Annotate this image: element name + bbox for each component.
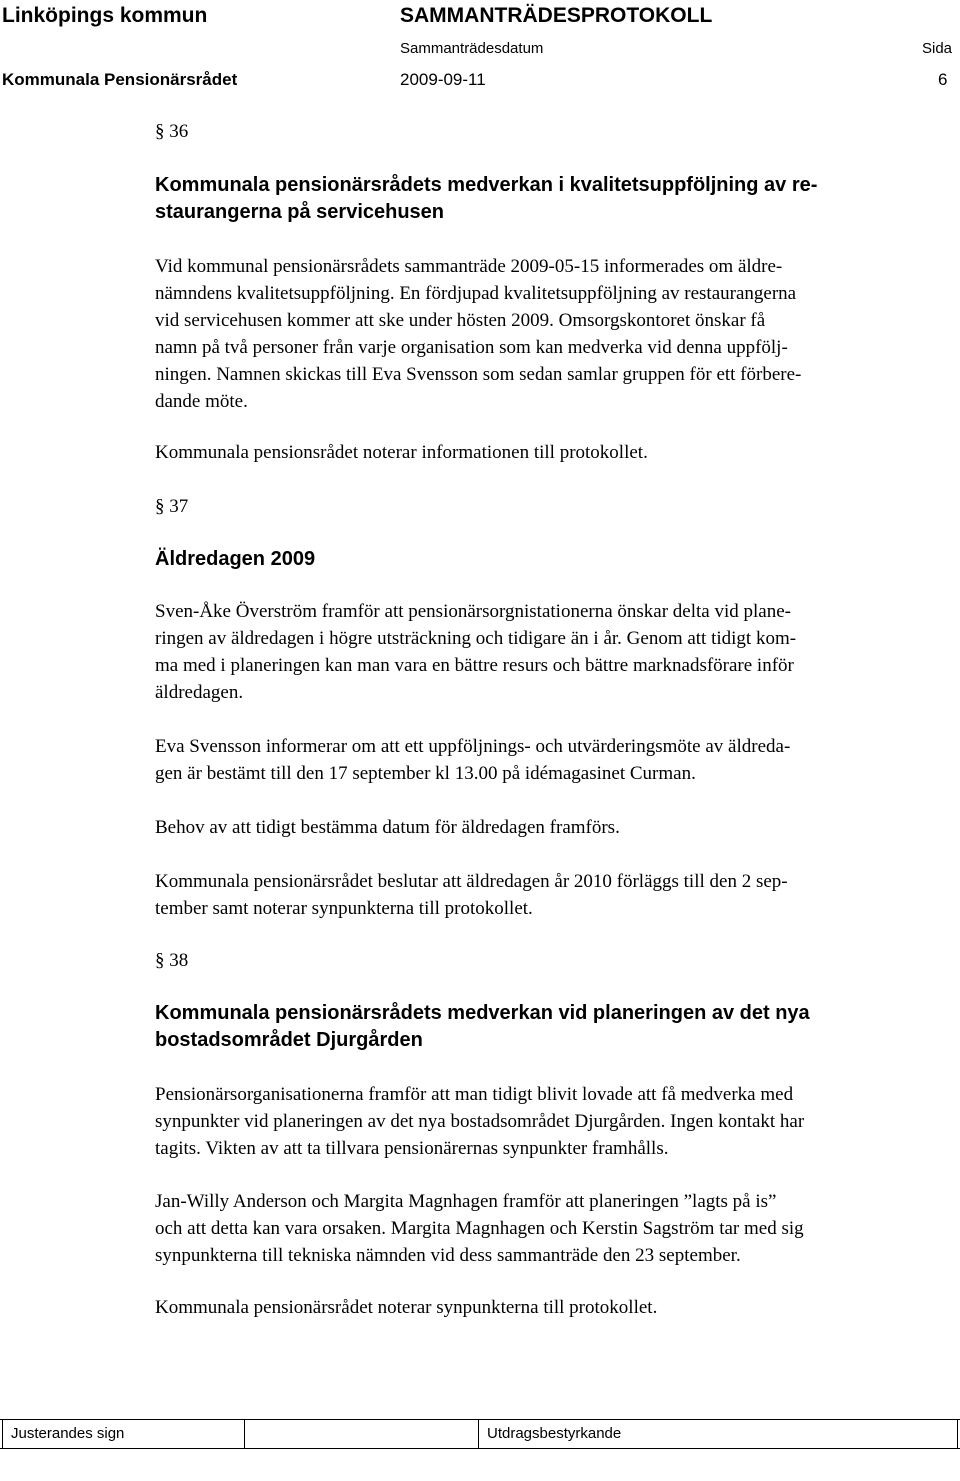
- text-line: och att detta kan vara orsaken. Margita Magnhagen och Kerstin Sagström tar med sig: [155, 1218, 804, 1239]
- organization-name: Linköpings kommun: [2, 4, 208, 27]
- title-line: staurangerna på servicehusen: [155, 201, 445, 223]
- extract-certification-label: Utdragsbestyrkande: [478, 1420, 958, 1448]
- text-line: dande möte.: [155, 391, 248, 412]
- title-line: bostadsområdet Djurgården: [155, 1029, 423, 1051]
- text-line: Kommunala pensionärsrådet beslutar att äldredagen år 2010 förläggs till den 2 sep-: [155, 871, 788, 892]
- paragraph: [155, 598, 945, 706]
- paragraph: [155, 733, 945, 787]
- paragraph: [155, 439, 945, 466]
- document-type: SAMMANTRÄDESPROTOKOLL: [400, 4, 713, 27]
- paragraph: [155, 1081, 945, 1162]
- page-label: Sida: [922, 40, 953, 57]
- text-line: gen är bestämt till den 17 september kl 13.00 på idémagasinet Curman.: [155, 763, 696, 784]
- signature-footer: [0, 1419, 960, 1449]
- title-line: Kommunala pensionärsrådets medverkan i kvalitetsuppföljning av re-: [155, 174, 818, 196]
- paragraph: [155, 1294, 945, 1321]
- text-line: ningen. Namnen skickas till Eva Svensson som sedan samlar gruppen för ett förbere-: [155, 364, 802, 385]
- date-label: Sammanträdesdatum: [400, 40, 544, 57]
- section-title: [155, 546, 945, 573]
- text-line: Vid kommunal pensionärsrådets sammanträde 2009-05-15 informerades om äldre-: [155, 256, 783, 277]
- text-line: synpunkterna till tekniska nämnden vid dess sammanträde den 23 september.: [155, 1245, 741, 1266]
- section-number: § 38: [155, 950, 189, 971]
- paragraph: [155, 868, 945, 922]
- text-line: Pensionärsorganisationerna framför att man tidigt blivit lovade att få medverka med: [155, 1084, 794, 1105]
- section-number: § 37: [155, 496, 189, 517]
- title-line: Äldredagen 2009: [155, 548, 316, 570]
- text-line: tember samt noterar synpunkterna till protokollet.: [155, 898, 533, 919]
- page-number: 6: [938, 70, 948, 89]
- text-line: Sven-Åke Överström framför att pensionärsorgnistationerna önskar delta vid plane-: [155, 601, 791, 622]
- text-line: Behov av att tidigt bestämma datum för äldredagen framförs.: [155, 817, 620, 838]
- text-line: Jan-Willy Anderson och Margita Magnhagen framför att planeringen ”lagts på is”: [155, 1191, 777, 1212]
- text-line: Kommunala pensionsrådet noterar informationen till protokollet.: [155, 442, 648, 463]
- text-line: nämndens kvalitetsuppföljning. En fördjupad kvalitetsuppföljning av restaurangerna: [155, 283, 797, 304]
- text-line: ringen av äldredagen i högre utsträckning och tidigare än i år. Genom att tidigt kom-: [155, 628, 797, 649]
- section-number: § 36: [155, 121, 189, 142]
- section-title: [155, 1000, 945, 1054]
- text-line: äldredagen.: [155, 682, 244, 703]
- title-line: Kommunala pensionärsrådets medverkan vid planeringen av det nya: [155, 1002, 810, 1024]
- council-name: Kommunala Pensionärsrådet: [2, 70, 238, 89]
- text-line: Kommunala pensionärsrådet noterar synpunkterna till protokollet.: [155, 1297, 658, 1318]
- paragraph: [155, 814, 945, 841]
- signature-label: Justerandes sign: [2, 1420, 244, 1448]
- text-line: tagits. Vikten av att ta tillvara pensionärernas synpunkter framhålls.: [155, 1138, 669, 1159]
- paragraph: [155, 253, 945, 415]
- text-line: namn på två personer från varje organisation som kan medverka vid denna uppfölj-: [155, 337, 788, 358]
- meeting-date: 2009-09-11: [400, 70, 486, 89]
- text-line: synpunkter vid planeringen av det nya bostadsområdet Djurgården. Ingen kontakt har: [155, 1111, 805, 1132]
- paragraph: [155, 1188, 945, 1269]
- text-line: ma med i planeringen kan man vara en bättre resurs och bättre marknadsförare inför: [155, 655, 794, 676]
- signature-box: [244, 1420, 478, 1448]
- text-line: Eva Svensson informerar om att ett uppföljnings- och utvärderingsmöte av äldreda-: [155, 736, 791, 757]
- text-line: vid servicehusen kommer att ske under hösten 2009. Omsorgskontoret önskar få: [155, 310, 766, 331]
- section-title: [155, 172, 945, 226]
